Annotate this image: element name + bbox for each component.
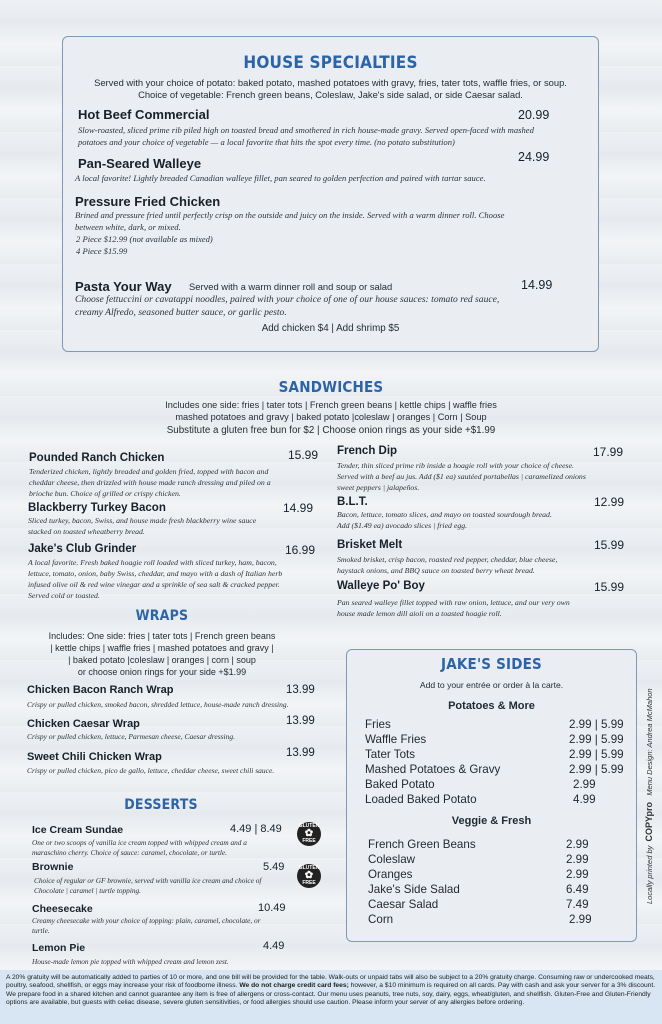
house-specialties-intro-2: Choice of vegetable: French green beans, Coleslaw, Jake's side salad, or side Caesar salad. <box>138 89 523 100</box>
item-name-hot-beef: Hot Beef Commercial <box>78 107 210 122</box>
item-name-blt: B.L.T. <box>337 496 368 508</box>
side-name: Tater Tots <box>365 748 416 761</box>
item-price-french-dip: 17.99 <box>593 445 624 459</box>
item-price-chicken-bacon-ranch-wrap: 13.99 <box>286 684 315 696</box>
gluten-free-badge-top: GLUTEN <box>298 823 320 829</box>
item-name-club-grinder: Jake's Club Grinder <box>28 543 137 555</box>
potatoes-group-title: Potatoes & More <box>448 700 535 712</box>
sandwiches-intro-2: mashed potatoes and gravy | baked potato |coleslaw | oranges | Corn | Soup <box>175 412 487 422</box>
side-price: 2.99 | 5.99 <box>569 718 624 731</box>
side-price: 2.99 | 5.99 <box>569 763 624 776</box>
side-price: 2.99 | 5.99 <box>569 733 624 746</box>
item-desc-blackberry-turkey-1: Sliced turkey, bacon, Swiss, and house made fresh blackberry wine sauce <box>28 516 257 525</box>
wraps-intro-2: | kettle chips | waffle fries | mashed potatoes and gravy | <box>50 643 274 653</box>
gluten-free-badge-bottom: FREE <box>302 838 316 844</box>
item-price-pasta: 14.99 <box>521 278 553 292</box>
jakes-sides-title: JAKE'S SIDES <box>441 655 542 673</box>
wraps-intro-1: Includes: One side: fries | tater tots | French green beans <box>48 631 276 641</box>
item-price-ice-cream-sundae: 4.49 | 8.49 <box>230 823 282 835</box>
item-price-blt: 12.99 <box>594 495 625 509</box>
item-name-brownie: Brownie <box>32 861 74 873</box>
item-desc-pounded-ranch-2: cheddar cheese, then drizzled with house made ranch dressing and piled on a <box>29 478 271 487</box>
side-name: Loaded Baked Potato <box>365 793 477 806</box>
footer-bold-text: We do not charge credit card fees; <box>239 982 349 990</box>
item-option-2-piece: 2 Piece $12.99 (not available as mixed) <box>76 234 213 244</box>
item-name-pasta: Pasta Your Way <box>75 279 172 294</box>
side-price: 2.99 | 5.99 <box>569 748 624 761</box>
item-desc-french-dip-2: Served with a beef au jus. Add ($1 ea) sautéed portabellas | caramelized onions <box>337 472 586 481</box>
item-price-walleye-po-boy: 15.99 <box>594 580 625 594</box>
house-specialties-intro-1: Served with your choice of potato: baked potato, mashed potatoes with gravy, fries, tater tots, waffle fries, or soup. <box>94 77 567 88</box>
item-desc-pasta-2: creamy Alfredo, seasoned butter sauce, or garlic pesto. <box>75 307 287 318</box>
wraps-intro-3: | baked potato |coleslaw | oranges | corn | soup <box>68 655 256 665</box>
item-subtitle-pasta: Served with a warm dinner roll and soup or salad <box>189 281 393 292</box>
item-name-chicken-caesar-wrap: Chicken Caesar Wrap <box>27 718 140 730</box>
print-credit <box>640 686 660 906</box>
side-price: 6.49 <box>566 883 589 896</box>
side-name: Baked Potato <box>365 778 435 791</box>
item-price-pounded-ranch: 15.99 <box>288 448 319 462</box>
side-price: 2.99 <box>569 913 592 926</box>
item-price-brownie: 5.49 <box>263 861 285 873</box>
menu-design-credit: Menu Design: Andrea McMahon <box>645 688 654 796</box>
item-desc-ice-cream-sundae-2: maraschino cherry. Choice of sauce: caramel, chocolate, or turtle. <box>32 848 227 857</box>
item-name-ice-cream-sundae: Ice Cream Sundae <box>32 824 124 836</box>
wraps-intro-4: or choose onion rings for your side +$1.99 <box>77 667 247 677</box>
item-desc-blt-1: Bacon, lettuce, tomato slices, and mayo on toasted sourdough bread. <box>337 510 552 519</box>
house-specialties-title: HOUSE SPECIALTIES <box>243 53 418 73</box>
wheat-icon: ✿ <box>304 828 314 839</box>
item-desc-french-dip-1: Tender, thin sliced prime rib inside a hoagie roll with your choice of cheese. <box>337 461 574 470</box>
item-name-walleye: Pan-Seared Walleye <box>78 156 202 171</box>
item-name-lemon-pie: Lemon Pie <box>32 942 86 954</box>
item-price-club-grinder: 16.99 <box>285 543 316 557</box>
item-name-cheesecake: Cheesecake <box>32 903 93 915</box>
sandwiches-title: SANDWICHES <box>278 378 384 396</box>
footer-text-1: A 20% gratuity will be automatically added to parties of 10 or more, and one bill will be provided for the table. Walk-outs or unpaid tabs will also be subject to a 20% gratuity charge. Consuming raw or undercooked meats, poultry, seafood, shellfish, or eggs may increase your risk of foodborne illness. <box>6 974 655 990</box>
copypro-logo: COPYpro <box>644 801 654 842</box>
side-price: 2.99 <box>566 853 589 866</box>
side-name: French Green Beans <box>368 838 476 851</box>
item-desc-hot-beef-2: potatoes and your choice of vegetable — a local favorite that hits the spot every time. (no potato substitution) <box>78 137 455 147</box>
item-desc-club-grinder-1: A local favorite. Fresh baked hoagie roll loaded with sliced turkey, ham, bacon, <box>28 558 277 567</box>
item-name-brisket-melt: Brisket Melt <box>337 539 403 551</box>
side-name: Waffle Fries <box>365 733 427 746</box>
item-desc-cheesecake-1: Creamy cheesecake with your choice of topping: plain, caramel, chocolate, or <box>32 916 261 925</box>
side-name: Mashed Potatoes & Gravy <box>365 763 501 776</box>
side-price: 2.99 <box>566 838 589 851</box>
side-name: Corn <box>368 913 394 926</box>
item-price-hot-beef: 20.99 <box>518 108 550 122</box>
wheat-icon: ✿ <box>304 870 314 881</box>
footer-text-2: however, a $10 minimum is required on all cards. Pay with cash and ask your server for a 3% discount. We prepare food in a shared kitchen and cannot guarantee any item is free of allergens or cross-contact. Our menu uses peanuts, tree nuts, soy, dairy, eggs, wheat/gluten, and shellfish. Gluten-Free and Gluten-Friendly options are available, but guests with celiac disease, severe gluten sensitivities, or food allergies should use caution. Please inform your server of any allergies before ordering. <box>6 982 656 1007</box>
item-desc-blackberry-turkey-2: stacked on toasted wheatberry bread. <box>28 527 145 536</box>
wraps-title: WRAPS <box>135 608 189 624</box>
item-desc-pasta-1: Choose fettuccini or cavatappi noodles, paired with your choice of one of our house sauces: tomato red sauce, <box>75 294 500 305</box>
sandwiches-intro-1: Includes one side: fries | tater tots | French green beans | kettle chips | waffle fries <box>165 400 497 410</box>
item-desc-brownie-1: Choice of regular or GF brownie, served with vanilla ice cream and choice of <box>34 876 262 885</box>
item-desc-lemon-pie: House-made lemon pie topped with whipped cream and lemon zest. <box>32 957 229 966</box>
gluten-free-badge-top: GLUTEN <box>298 865 320 871</box>
item-desc-fried-chicken-2: between white, dark, or mixed. <box>75 222 181 232</box>
gluten-free-badge-bottom: FREE <box>302 880 316 886</box>
side-price: 4.99 <box>573 793 596 806</box>
side-name: Fries <box>365 718 391 731</box>
item-name-pounded-ranch: Pounded Ranch Chicken <box>29 452 165 464</box>
item-desc-club-grinder-2: lettuce, tomato, onion, baby Swiss, cheddar, and mayo with a dash of Italian herb <box>28 569 283 578</box>
gluten-free-badge-icon <box>297 822 321 846</box>
jakes-sides-intro: Add to your entrée or order à la carte. <box>419 680 564 690</box>
side-name: Coleslaw <box>368 853 416 866</box>
item-desc-pounded-ranch-3: brioche bun. Choice of grilled or crispy chicken. <box>29 489 181 498</box>
item-name-french-dip: French Dip <box>337 445 398 457</box>
side-name: Jake's Side Salad <box>368 883 460 896</box>
item-desc-pounded-ranch-1: Tenderized chicken, lightly breaded and golden fried, topped with bacon and <box>29 467 269 476</box>
item-desc-cheesecake-2: turtle. <box>32 926 50 935</box>
item-desc-sweet-chili-wrap: Crispy or pulled chicken, pico de gallo, lettuce, cheddar cheese, sweet chili sauce. <box>27 766 275 775</box>
item-name-fried-chicken: Pressure Fried Chicken <box>75 194 221 209</box>
item-desc-chicken-bacon-ranch-wrap: Crispy or pulled chicken, smoked bacon, shredded lettuce, house-made ranch dressing. <box>27 700 289 709</box>
footer-disclaimer <box>0 970 662 1024</box>
item-desc-walleye-1: A local favorite! Lightly breaded Canadian walleye fillet, pan seared to golden perfection and paired with tartar sauce. <box>75 173 486 183</box>
item-desc-brownie-2: Chocolate | caramel | turtle topping. <box>34 886 141 895</box>
item-name-walleye-po-boy: Walleye Po' Boy <box>337 580 425 592</box>
item-option-4-piece: 4 Piece $15.99 <box>76 246 128 256</box>
item-name-chicken-bacon-ranch-wrap: Chicken Bacon Ranch Wrap <box>27 684 174 696</box>
item-price-walleye: 24.99 <box>518 150 550 164</box>
item-desc-hot-beef-1: Slow-roasted, sliced prime rib piled high on toasted bread and smothered in rich house-made gravy. Served open-faced with mashed <box>78 125 534 135</box>
gluten-free-badge-icon <box>297 864 321 888</box>
veggie-group-title: Veggie & Fresh <box>451 815 532 827</box>
desserts-title: DESSERTS <box>124 797 198 813</box>
item-desc-walleye-po-boy-1: Pan seared walleye fillet topped with raw onion, lettuce, and our very own <box>337 598 570 607</box>
item-price-cheesecake: 10.49 <box>258 902 286 914</box>
house-specialties-panel <box>62 36 599 352</box>
item-desc-club-grinder-3: infused olive oil & red wine vinegar and a sprinkle of sea salt & cracked pepper. <box>28 580 280 589</box>
item-addon-pasta: Add chicken $4 | Add shrimp $5 <box>261 323 400 334</box>
item-price-lemon-pie: 4.49 <box>263 940 285 952</box>
item-desc-french-dip-3: sweet peppers | jalapeños. <box>337 483 420 492</box>
item-desc-club-grinder-4: Served cold or toasted. <box>28 591 100 600</box>
item-price-sweet-chili-wrap: 13.99 <box>286 747 315 759</box>
item-desc-ice-cream-sundae-1: One or two scoops of vanilla ice cream topped with whipped cream and a <box>32 838 247 847</box>
side-name: Caesar Salad <box>368 898 439 911</box>
item-name-blackberry-turkey: Blackberry Turkey Bacon <box>28 502 166 514</box>
side-price: 2.99 <box>573 778 596 791</box>
item-desc-chicken-caesar-wrap: Crispy or pulled chicken, lettuce, Parmesan cheese, Caesar dressing. <box>27 732 236 741</box>
item-price-chicken-caesar-wrap: 13.99 <box>286 715 315 727</box>
item-price-brisket-melt: 15.99 <box>594 538 625 552</box>
printed-by-text: Locally printed by <box>645 845 654 904</box>
jakes-sides-panel <box>346 649 637 942</box>
item-desc-fried-chicken-1: Brined and pressure fried until perfectly crisp on the outside and juicy on the inside. Served with a warm dinner roll. Choose <box>75 210 505 220</box>
item-desc-walleye-po-boy-2: house made lemon dill aioli on a toasted hoagie roll. <box>337 609 502 618</box>
sandwiches-intro-3: Substitute a gluten free bun for $2 | Choose onion rings as your side +$1.99 <box>166 425 496 436</box>
side-price: 7.49 <box>566 898 589 911</box>
item-desc-blt-2: Add ($1.49 ea) avocado slices | fried egg. <box>337 521 468 530</box>
item-price-blackberry-turkey: 14.99 <box>283 501 314 515</box>
side-name: Oranges <box>368 868 413 881</box>
side-price: 2.99 <box>566 868 589 881</box>
item-desc-brisket-melt-1: Smoked brisket, crisp bacon, roasted red pepper, cheddar, blue cheese, <box>337 555 558 564</box>
item-name-sweet-chili-wrap: Sweet Chili Chicken Wrap <box>27 751 162 763</box>
item-desc-brisket-melt-2: haystack onions, and BBQ sauce on toasted berry wheat bread. <box>337 566 535 575</box>
